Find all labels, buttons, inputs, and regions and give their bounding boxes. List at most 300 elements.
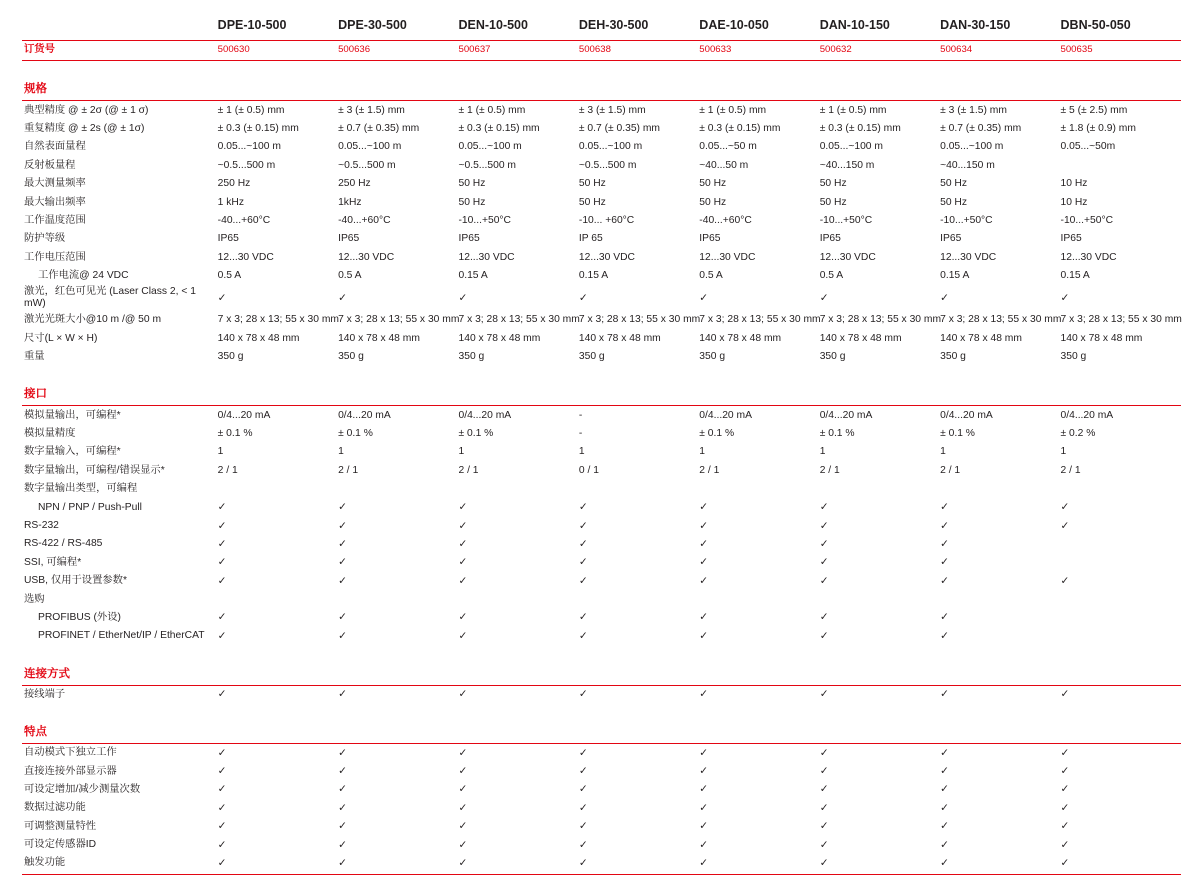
row-label: 接线端子 [24, 688, 66, 700]
row-value [940, 590, 1060, 608]
row-value: 0/4...20 mA [338, 409, 391, 421]
row-label: 自然表面量程 [24, 141, 86, 153]
row-label: 防护等级 [24, 233, 66, 245]
checkmark-icon [1061, 498, 1181, 516]
column-header-8: DBN-50-050 [1060, 18, 1131, 32]
row-value: 2 / 1 [217, 464, 238, 476]
checkmark-icon [579, 498, 699, 516]
checkmark-glyph: ✓ [578, 291, 588, 304]
row-value: 12...30 VDC [699, 251, 756, 263]
checkmark-glyph: ✓ [578, 838, 588, 851]
row-value: ~0.5...500 m [578, 159, 637, 171]
row-label: 模拟量输出，可编程* [24, 409, 121, 421]
row-label: 工作电压范围 [24, 251, 86, 263]
table-row [22, 462, 1181, 480]
checkmark-glyph: ✓ [819, 688, 829, 701]
checkmark-glyph: ✓ [217, 688, 227, 701]
checkmark-glyph: ✓ [699, 765, 709, 778]
row-value [1061, 535, 1181, 553]
checkmark-icon [338, 627, 458, 645]
checkmark-icon [218, 743, 338, 762]
specification-table [22, 18, 1181, 875]
table-row [22, 330, 1181, 348]
row-value: ± 0.3 (± 0.15) mm [699, 122, 781, 134]
table-row [22, 41, 1181, 60]
row-value [218, 41, 338, 60]
checkmark-glyph: ✓ [458, 629, 468, 642]
order-code: 500634 [940, 44, 973, 56]
checkmark-glyph: ✓ [940, 783, 949, 796]
row-value: 50 Hz [458, 196, 486, 208]
row-value: ± 0.3 (± 0.15) mm [819, 122, 901, 134]
row-value: 140 x 78 x 48 mm [338, 332, 420, 344]
checkmark-icon [940, 799, 1060, 817]
table-row [22, 781, 1181, 799]
row-value: 1 [1060, 446, 1067, 458]
row-value: -40...+60°C [338, 214, 391, 226]
row-value: ± 0.1 % [699, 428, 735, 440]
checkmark-glyph: ✓ [217, 746, 227, 759]
table-row [22, 685, 1181, 704]
checkmark-glyph: ✓ [699, 537, 709, 550]
row-label: NPN / PNP / Push-Pull [38, 501, 142, 513]
checkmark-icon [820, 854, 940, 872]
checkmark-icon [579, 609, 699, 627]
row-value: ± 0.1 % [819, 428, 855, 440]
checkmark-glyph: ✓ [338, 574, 347, 587]
checkmark-icon [820, 572, 940, 590]
checkmark-icon [1061, 685, 1181, 704]
row-value: 7 x 3; 28 x 13; 55 x 30 mm [458, 314, 580, 326]
order-code: 500636 [338, 44, 371, 56]
checkmark-glyph: ✓ [819, 783, 829, 796]
checkmark-glyph: ✓ [578, 611, 588, 624]
checkmark-glyph: ✓ [338, 611, 347, 624]
checkmark-glyph: ✓ [217, 783, 227, 796]
checkmark-glyph: ✓ [819, 856, 829, 869]
row-value: ± 1 (± 0.5) mm [217, 104, 285, 116]
table-row [22, 854, 1181, 872]
row-value [338, 590, 458, 608]
checkmark-glyph: ✓ [940, 838, 949, 851]
checkmark-glyph: ✓ [819, 519, 829, 532]
checkmark-icon [940, 572, 1060, 590]
row-label: 可调整测量特性 [24, 820, 97, 832]
row-value [338, 480, 458, 498]
checkmark-glyph: ✓ [217, 838, 227, 851]
row-value: ± 0.1 % [458, 428, 494, 440]
checkmark-icon [458, 743, 578, 762]
checkmark-icon [1061, 743, 1181, 762]
checkmark-glyph: ✓ [819, 574, 829, 587]
table-row [22, 193, 1181, 211]
row-value [218, 590, 338, 608]
checkmark-glyph: ✓ [940, 501, 949, 514]
checkmark-icon [218, 762, 338, 780]
checkmark-glyph: ✓ [940, 629, 949, 642]
row-value: -10...+50°C [1060, 214, 1114, 226]
row-value: 0/4...20 mA [458, 409, 512, 421]
checkmark-glyph: ✓ [940, 611, 949, 624]
row-value: ± 0.7 (± 0.35) mm [338, 122, 420, 134]
checkmark-icon [338, 535, 458, 553]
checkmark-icon [699, 762, 819, 780]
checkmark-glyph: ✓ [338, 519, 347, 532]
checkmark-glyph: ✓ [338, 537, 347, 550]
column-header-2: DPE-30-500 [338, 18, 407, 32]
table-row [22, 230, 1181, 248]
row-label: 最大测量频率 [24, 178, 86, 190]
checkmark-icon [699, 818, 819, 836]
checkmark-icon [338, 854, 458, 872]
row-value: 0/4...20 mA [819, 409, 873, 421]
checkmark-icon [1061, 285, 1181, 311]
checkmark-glyph: ✓ [699, 556, 709, 569]
checkmark-glyph: ✓ [338, 765, 347, 778]
checkmark-icon [458, 572, 578, 590]
checkmark-glyph: ✓ [699, 574, 709, 587]
row-value: 0.05...~50 m [699, 141, 757, 153]
checkmark-icon [940, 517, 1060, 535]
row-value [579, 41, 699, 60]
row-value: IP65 [940, 233, 962, 245]
checkmark-icon [699, 285, 819, 311]
order-code: 500632 [819, 44, 852, 56]
checkmark-glyph: ✓ [578, 629, 588, 642]
row-value: ± 0.7 (± 0.35) mm [578, 122, 661, 134]
checkmark-icon [940, 743, 1060, 762]
row-label: 工作电流@ 24 VDC [38, 270, 129, 282]
checkmark-icon [458, 517, 578, 535]
checkmark-glyph: ✓ [699, 611, 709, 624]
checkmark-icon [699, 498, 819, 516]
row-value: 0.15 A [1060, 270, 1090, 282]
checkmark-glyph: ✓ [458, 519, 468, 532]
table-row [22, 535, 1181, 553]
row-value: ± 1.8 (± 0.9) mm [1060, 122, 1136, 134]
row-value: 12...30 VDC [217, 251, 274, 263]
row-value: 50 Hz [819, 196, 847, 208]
row-value: ~40...50 m [699, 159, 749, 171]
checkmark-glyph: ✓ [578, 574, 588, 587]
row-value [579, 480, 699, 498]
row-value: 2 / 1 [940, 464, 961, 476]
checkmark-icon [579, 285, 699, 311]
row-value [820, 480, 940, 498]
order-code: 500637 [458, 44, 491, 56]
checkmark-glyph: ✓ [819, 291, 829, 304]
checkmark-icon [338, 685, 458, 704]
checkmark-icon [579, 627, 699, 645]
table-row [22, 443, 1181, 461]
order-code: 500633 [699, 44, 732, 56]
checkmark-glyph: ✓ [217, 291, 227, 304]
checkmark-icon [338, 609, 458, 627]
checkmark-icon [338, 818, 458, 836]
checkmark-glyph: ✓ [1060, 688, 1070, 701]
checkmark-glyph: ✓ [578, 556, 588, 569]
checkmark-icon [699, 685, 819, 704]
checkmark-icon [579, 572, 699, 590]
horizontal-rule [22, 873, 1181, 875]
table-row [22, 799, 1181, 817]
checkmark-glyph: ✓ [217, 556, 227, 569]
row-label: 反射板量程 [24, 159, 76, 171]
table-row [22, 157, 1181, 175]
row-value: 7 x 3; 28 x 13; 55 x 30 mm [217, 314, 340, 326]
checkmark-icon [458, 762, 578, 780]
checkmark-glyph: ✓ [699, 519, 709, 532]
row-label: 模拟量精度 [24, 428, 76, 440]
checkmark-icon [940, 762, 1060, 780]
row-label: 订货号 [24, 44, 55, 56]
row-value: 12...30 VDC [458, 251, 515, 263]
row-value: ± 0.2 % [1060, 428, 1096, 440]
row-label: 数字量输出类型，可编程 [24, 483, 138, 495]
row-value: 0.5 A [338, 270, 362, 282]
row-value: 0.05...~100 m [217, 141, 281, 153]
row-value: ± 0.3 (± 0.15) mm [458, 122, 540, 134]
table-row [22, 590, 1181, 608]
row-value [1061, 554, 1181, 572]
checkmark-icon [940, 535, 1060, 553]
row-value: 12...30 VDC [819, 251, 876, 263]
column-header-1: DPE-10-500 [217, 18, 287, 32]
row-value: 350 g [338, 351, 364, 363]
row-value: 0/4...20 mA [1060, 409, 1114, 421]
row-value: ± 0.1 % [217, 428, 253, 440]
row-value: IP 65 [578, 233, 603, 245]
checkmark-icon [820, 535, 940, 553]
row-value: 2 / 1 [699, 464, 720, 476]
row-value: 0.05...~100 m [940, 141, 1004, 153]
row-value [940, 41, 1060, 60]
checkmark-glyph: ✓ [699, 291, 709, 304]
table-row [22, 762, 1181, 780]
row-label: 可设定增加/减少测量次数 [24, 783, 141, 795]
row-value: 12...30 VDC [578, 251, 635, 263]
row-value: 1 [699, 446, 706, 458]
checkmark-icon [1061, 517, 1181, 535]
row-label: RS-422 / RS-485 [24, 538, 103, 550]
row-value: 350 g [217, 351, 244, 363]
checkmark-icon [458, 554, 578, 572]
table-row [22, 498, 1181, 516]
row-label: 选购 [24, 593, 45, 605]
table-row [22, 554, 1181, 572]
checkmark-icon [458, 285, 578, 311]
row-value: 350 g [940, 351, 966, 363]
row-value [1061, 157, 1181, 175]
checkmark-glyph: ✓ [578, 519, 588, 532]
row-label: USB, 仅用于设置参数* [24, 575, 127, 587]
checkmark-icon [699, 799, 819, 817]
checkmark-icon [820, 627, 940, 645]
checkmark-glyph: ✓ [578, 801, 588, 814]
checkmark-glyph: ✓ [338, 856, 347, 869]
checkmark-icon [820, 799, 940, 817]
row-value: 140 x 78 x 48 mm [819, 332, 902, 344]
checkmark-glyph: ✓ [940, 688, 949, 701]
order-code: 500635 [1060, 44, 1093, 56]
checkmark-icon [218, 498, 338, 516]
checkmark-icon [820, 762, 940, 780]
checkmark-icon [218, 517, 338, 535]
checkmark-glyph: ✓ [338, 501, 347, 514]
checkmark-icon [940, 854, 1060, 872]
checkmark-icon [338, 836, 458, 854]
row-value: 12...30 VDC [338, 251, 395, 263]
checkmark-glyph: ✓ [338, 820, 347, 833]
row-value: 0.15 A [578, 270, 609, 282]
table-row [22, 406, 1181, 425]
checkmark-glyph: ✓ [699, 688, 709, 701]
row-value: 7 x 3; 28 x 13; 55 x 30 mm [699, 314, 821, 326]
row-value [1061, 480, 1181, 498]
checkmark-icon [820, 517, 940, 535]
checkmark-icon [940, 685, 1060, 704]
checkmark-icon [940, 836, 1060, 854]
checkmark-icon [1061, 572, 1181, 590]
checkmark-glyph: ✓ [458, 856, 468, 869]
row-label: 重复精度 @ ± 2s (@ ± 1σ) [24, 122, 145, 134]
row-label: 尺寸(L × W × H) [24, 332, 98, 344]
row-value [458, 41, 578, 60]
table-row [22, 212, 1181, 230]
row-value: IP65 [338, 233, 360, 245]
checkmark-icon [458, 836, 578, 854]
checkmark-icon [940, 627, 1060, 645]
checkmark-glyph: ✓ [338, 801, 347, 814]
row-value: 1 [338, 446, 344, 458]
checkmark-icon [338, 498, 458, 516]
row-label: 直接连接外部显示器 [24, 765, 117, 777]
row-value [458, 590, 578, 608]
checkmark-icon [579, 799, 699, 817]
row-value: 350 g [699, 351, 726, 363]
row-value: 350 g [578, 351, 605, 363]
checkmark-icon [699, 517, 819, 535]
row-value [579, 590, 699, 608]
checkmark-icon [338, 781, 458, 799]
checkmark-glyph: ✓ [940, 856, 949, 869]
checkmark-glyph: ✓ [458, 501, 468, 514]
row-value: 1 kHz [217, 196, 244, 208]
checkmark-icon [579, 781, 699, 799]
checkmark-icon [579, 743, 699, 762]
section-heading-label: 特点 [24, 725, 47, 738]
checkmark-glyph: ✓ [217, 611, 227, 624]
row-value: 0 / 1 [578, 464, 599, 476]
checkmark-icon [699, 627, 819, 645]
row-label: PROFIBUS (外设) [38, 611, 121, 623]
row-label: 典型精度 @ ± 2σ (@ ± 1 σ) [24, 104, 149, 116]
row-label: 数字量输出，可编程/错误显示* [24, 464, 165, 476]
row-label: 自动模式下独立工作 [24, 747, 117, 759]
checkmark-glyph: ✓ [940, 765, 949, 778]
checkmark-icon [699, 535, 819, 553]
section-heading [22, 714, 1181, 742]
checkmark-icon [458, 498, 578, 516]
row-value: - [578, 428, 583, 440]
row-value: ± 1 (± 0.5) mm [699, 104, 767, 116]
row-value: 1kHz [338, 196, 362, 208]
row-value: 0/4...20 mA [699, 409, 752, 421]
checkmark-icon [458, 535, 578, 553]
checkmark-icon [338, 743, 458, 762]
checkmark-glyph: ✓ [699, 801, 709, 814]
checkmark-glyph: ✓ [578, 746, 588, 759]
row-value: ± 1 (± 0.5) mm [819, 104, 887, 116]
checkmark-icon [338, 554, 458, 572]
row-value [699, 41, 819, 60]
checkmark-icon [458, 685, 578, 704]
order-code: 500638 [578, 44, 611, 56]
table-row [22, 517, 1181, 535]
checkmark-icon [218, 818, 338, 836]
checkmark-glyph: ✓ [940, 801, 949, 814]
checkmark-glyph: ✓ [458, 556, 468, 569]
checkmark-icon [218, 535, 338, 553]
row-value: 140 x 78 x 48 mm [458, 332, 541, 344]
checkmark-icon [820, 554, 940, 572]
row-value: -10...+50°C [940, 214, 993, 226]
checkmark-icon [338, 285, 458, 311]
row-value [1061, 590, 1181, 608]
row-value: 0.5 A [699, 270, 723, 282]
row-value [1061, 627, 1181, 645]
checkmark-glyph: ✓ [458, 838, 468, 851]
table-row [22, 818, 1181, 836]
table-row [22, 175, 1181, 193]
row-value: 250 Hz [338, 178, 371, 190]
checkmark-icon [218, 685, 338, 704]
row-label: 可设定传感器ID [24, 839, 97, 851]
row-value: 350 g [458, 351, 485, 363]
checkmark-glyph: ✓ [458, 291, 468, 304]
row-value: -10... +60°C [578, 214, 635, 226]
checkmark-icon [458, 818, 578, 836]
section-heading-label: 连接方式 [24, 667, 70, 680]
checkmark-glyph: ✓ [578, 501, 588, 514]
checkmark-icon [579, 762, 699, 780]
row-spacer [22, 366, 1181, 376]
checkmark-icon [458, 799, 578, 817]
row-value [458, 480, 578, 498]
checkmark-glyph: ✓ [1060, 291, 1070, 304]
order-code: 500630 [217, 44, 250, 56]
table-row [22, 480, 1181, 498]
row-value: IP65 [699, 233, 721, 245]
row-value: 50 Hz [699, 178, 727, 190]
section-heading [22, 376, 1181, 404]
checkmark-glyph: ✓ [338, 556, 347, 569]
checkmark-glyph: ✓ [578, 783, 588, 796]
row-value: ± 3 (± 1.5) mm [578, 104, 646, 116]
checkmark-icon [218, 836, 338, 854]
column-header-5: DAE-10-050 [699, 18, 769, 32]
checkmark-glyph: ✓ [578, 765, 588, 778]
row-value: 250 Hz [217, 178, 251, 190]
row-spacer [22, 704, 1181, 714]
checkmark-icon [940, 818, 1060, 836]
checkmark-icon [1061, 781, 1181, 799]
checkmark-icon [338, 799, 458, 817]
row-value: 0.05...~50m [1060, 141, 1116, 153]
row-value: 350 g [1060, 351, 1087, 363]
row-value: 0.05...~100 m [819, 141, 883, 153]
header-label-cell [22, 18, 218, 39]
